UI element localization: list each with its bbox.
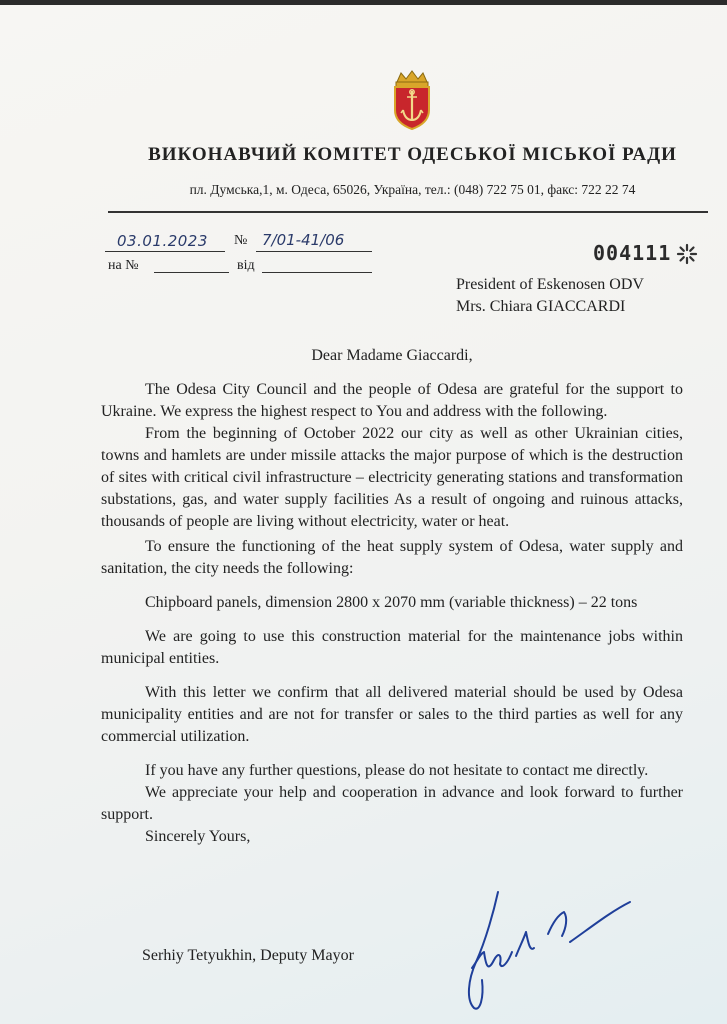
letterhead-address: пл. Думська,1, м. Одеса, 65026, Україна, тел.: (048) 722 75 01, факс: 722 22 74 [189,182,636,197]
paragraph-appreciation: We appreciate your help and cooperation in advance and look forward to further support. [101,784,683,823]
paragraph-contact: If you have any further questions, please do not hesitate to contact me directly. [145,762,649,779]
asterisk-stamp-icon [676,243,698,265]
odesa-coat-of-arms-icon [391,70,433,130]
reply-number-blank [154,272,229,273]
handwritten-signature [450,880,640,1015]
paragraph-gratitude: The Odesa City Council and the people of Odesa are grateful for the support to Ukraine. We express the highest respect to You and address with the following. [101,381,683,420]
reply-date-label: від [237,258,255,273]
paragraph-material-use: We are going to use this construction material for the maintenance jobs within municipal entities. [101,628,683,667]
number-underline [256,251,372,252]
outgoing-number: 7/01-41/06 [262,231,345,249]
reply-date-blank [262,272,372,273]
date-underline [105,251,225,252]
recipient-name: Mrs. Chiara GIACCARDI [456,298,626,315]
serial-number: 004111 [593,241,672,265]
number-label: № [234,233,248,248]
signatory-name: Serhiy Tetyukhin, Deputy Mayor [142,947,354,964]
closing: Sincerely Yours, [145,828,251,845]
paragraph-confirmation: With this letter we confirm that all delivered material should be used by Odesa municipality entities and are not for transfer or sales to the third parties as well for any commercial utilization. [101,684,683,745]
paragraph-material-request: Chipboard panels, dimension 2800 x 2070 mm (variable thickness) – 22 tons [145,594,638,611]
recipient-title: President of Eskenosen ODV [456,276,644,293]
paragraph-needs-intro: To ensure the functioning of the heat supply system of Odesa, water supply and sanitation, the city needs the following: [101,538,683,577]
recipient-block [456,274,644,318]
top-edge [0,0,727,5]
outgoing-date: 03.01.2023 [117,232,208,250]
header-divider [108,211,708,213]
salutation: Dear Madame Giaccardi, [311,347,473,364]
paragraph-situation: From the beginning of October 2022 our city as well as other Ukrainian cities, towns and hamlets are under missile attacks the major purpose of which is the destruction of sites with critical civil infrastructure – electricity generating stations and transformation substations, gas, and water supply facilities As a result of ongoing and ruinous attacks, thousands of people are living without electricity, water or heat. [101,425,683,530]
letterhead-title: ВИКОНАВЧИЙ КОМІТЕТ ОДЕСЬКОЇ МІСЬКОЇ РАДИ [148,144,677,165]
reply-number-label: на № [108,258,139,273]
letter-body [101,345,683,848]
